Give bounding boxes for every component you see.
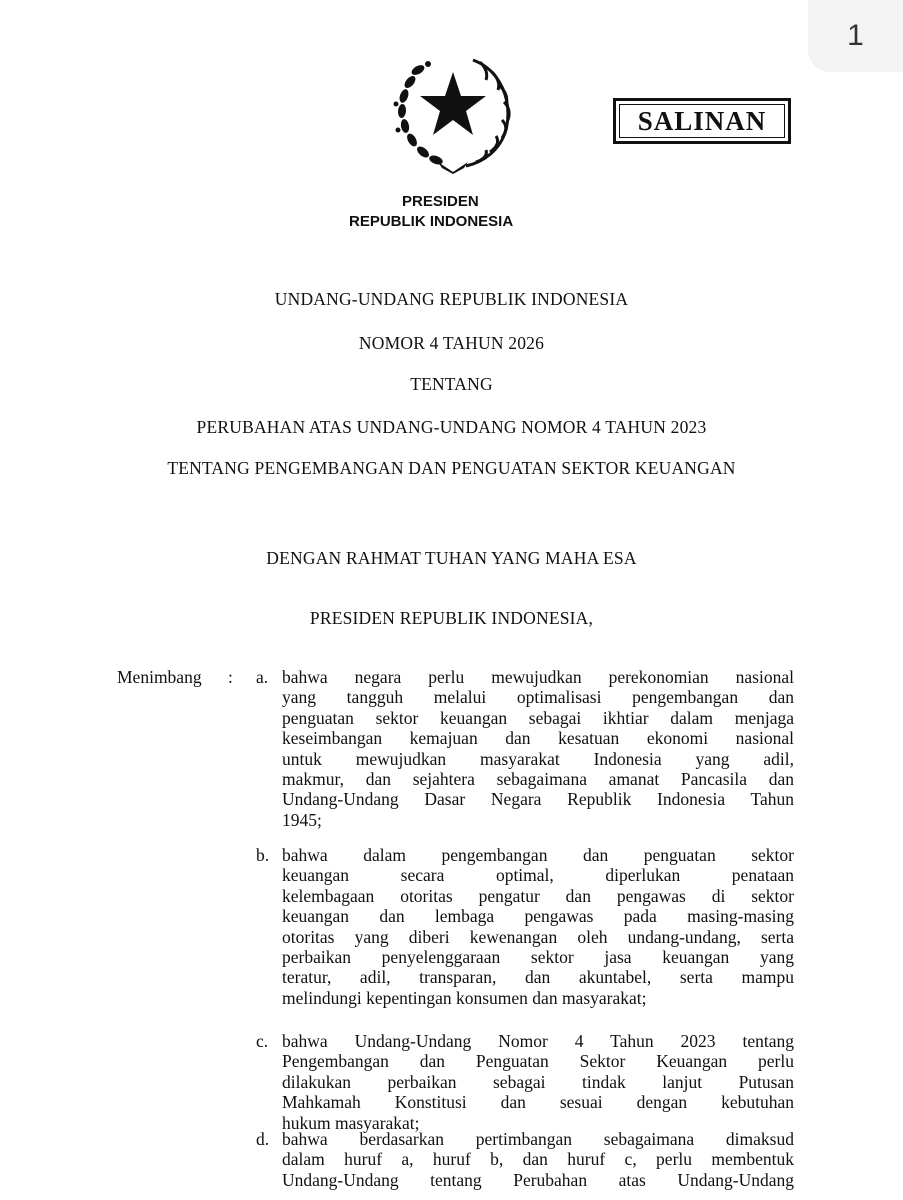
president-line: PRESIDEN REPUBLIK INDONESIA, bbox=[309, 608, 594, 628]
title-line-1: UNDANG-UNDANG REPUBLIK INDONESIA bbox=[274, 289, 629, 309]
menimbang-item-line: penguatan sektor keuangan sebagai ikhtiar dalam menjaga bbox=[282, 707, 794, 728]
title-line-3: TENTANG bbox=[410, 374, 493, 394]
menimbang-item-line: Pengembangan dan Penguatan Sektor Keuangan perlu bbox=[282, 1051, 794, 1072]
menimbang-item-line: teratur, adil, transparan, dan akuntabel, serta mampu bbox=[282, 967, 794, 988]
menimbang-item-line: melindungi kepentingan konsumen dan masyarakat; bbox=[282, 987, 647, 1008]
page-number-badge bbox=[808, 0, 903, 72]
title-line-4: PERUBAHAN ATAS UNDANG-UNDANG NOMOR 4 TAHUN 2023 bbox=[196, 417, 707, 437]
menimbang-item-line: 1945; bbox=[282, 809, 322, 830]
menimbang-label: Menimbang bbox=[117, 667, 202, 687]
menimbang-item-letter: a. bbox=[256, 667, 269, 687]
menimbang-item-line: bahwa negara perlu mewujudkan perekonomian nasional bbox=[282, 667, 794, 687]
menimbang-item-line: dilakukan perbaikan sebagai tindak lanjut Putusan bbox=[282, 1071, 794, 1092]
menimbang-item-text bbox=[282, 667, 794, 830]
title-line-2: NOMOR 4 TAHUN 2026 bbox=[358, 333, 545, 353]
menimbang-item-line: keuangan secara optimal, diperlukan penataan bbox=[282, 865, 794, 886]
menimbang-item-line: perbaikan penyelenggaraan sektor jasa keuangan yang bbox=[282, 947, 794, 968]
menimbang-item-line: yang tangguh melalui optimalisasi pengembangan dan bbox=[282, 687, 794, 708]
menimbang-item-line: bahwa Undang-Undang Nomor 4 Tahun 2023 tentang bbox=[282, 1031, 794, 1051]
menimbang-item-line: Mahkamah Konstitusi dan sesuai dengan kebutuhan bbox=[282, 1092, 794, 1113]
menimbang-colon: : bbox=[228, 667, 233, 687]
presidential-seal-icon bbox=[388, 50, 518, 175]
salinan-text: SALINAN bbox=[637, 105, 767, 136]
menimbang-item-letter: b. bbox=[256, 845, 270, 865]
menimbang-item-line: untuk mewujudkan masyarakat Indonesia yang adil, bbox=[282, 748, 794, 769]
institution-line-1: PRESIDEN bbox=[402, 193, 479, 210]
menimbang-item-line: keuangan dan lembaga pengawas pada masing-masing bbox=[282, 906, 794, 927]
menimbang-item-line: dalam huruf a, huruf b, dan huruf c, perlu membentuk bbox=[282, 1149, 794, 1170]
menimbang-item-line: otoritas yang diberi kewenangan oleh undang-undang, serta bbox=[282, 926, 794, 947]
institution-line-2: REPUBLIK INDONESIA bbox=[349, 213, 514, 230]
menimbang-item-line: hukum masyarakat; bbox=[282, 1112, 420, 1133]
menimbang-item-text bbox=[282, 1031, 794, 1133]
menimbang-item-letter: d. bbox=[256, 1129, 270, 1149]
menimbang-item-line: bahwa berdasarkan pertimbangan sebagaimana dimaksud bbox=[282, 1129, 794, 1149]
menimbang-item-line: keseimbangan kemajuan dan kesatuan ekonomi nasional bbox=[282, 728, 794, 749]
menimbang-item-line: Undang-Undang Dasar Negara Republik Indonesia Tahun bbox=[282, 789, 794, 810]
menimbang-item-text bbox=[282, 845, 794, 1008]
menimbang-item-line: makmur, dan sejahtera sebagaimana amanat Pancasila dan bbox=[282, 769, 794, 790]
menimbang-item-letter: c. bbox=[256, 1031, 269, 1051]
menimbang-item-text bbox=[282, 1129, 794, 1190]
invocation: DENGAN RAHMAT TUHAN YANG MAHA ESA bbox=[266, 548, 637, 568]
title-line-5: TENTANG PENGEMBANGAN DAN PENGUATAN SEKTOR KEUANGAN bbox=[167, 458, 736, 478]
salinan-stamp bbox=[613, 98, 791, 144]
page-number: 1 bbox=[847, 19, 864, 52]
menimbang-item-line: kelembagaan otoritas pengatur dan pengawas di sektor bbox=[282, 885, 794, 906]
menimbang-item-line: Undang-Undang tentang Perubahan atas Undang-Undang bbox=[282, 1169, 794, 1190]
menimbang-item-line: bahwa dalam pengembangan dan penguatan sektor bbox=[282, 845, 794, 865]
